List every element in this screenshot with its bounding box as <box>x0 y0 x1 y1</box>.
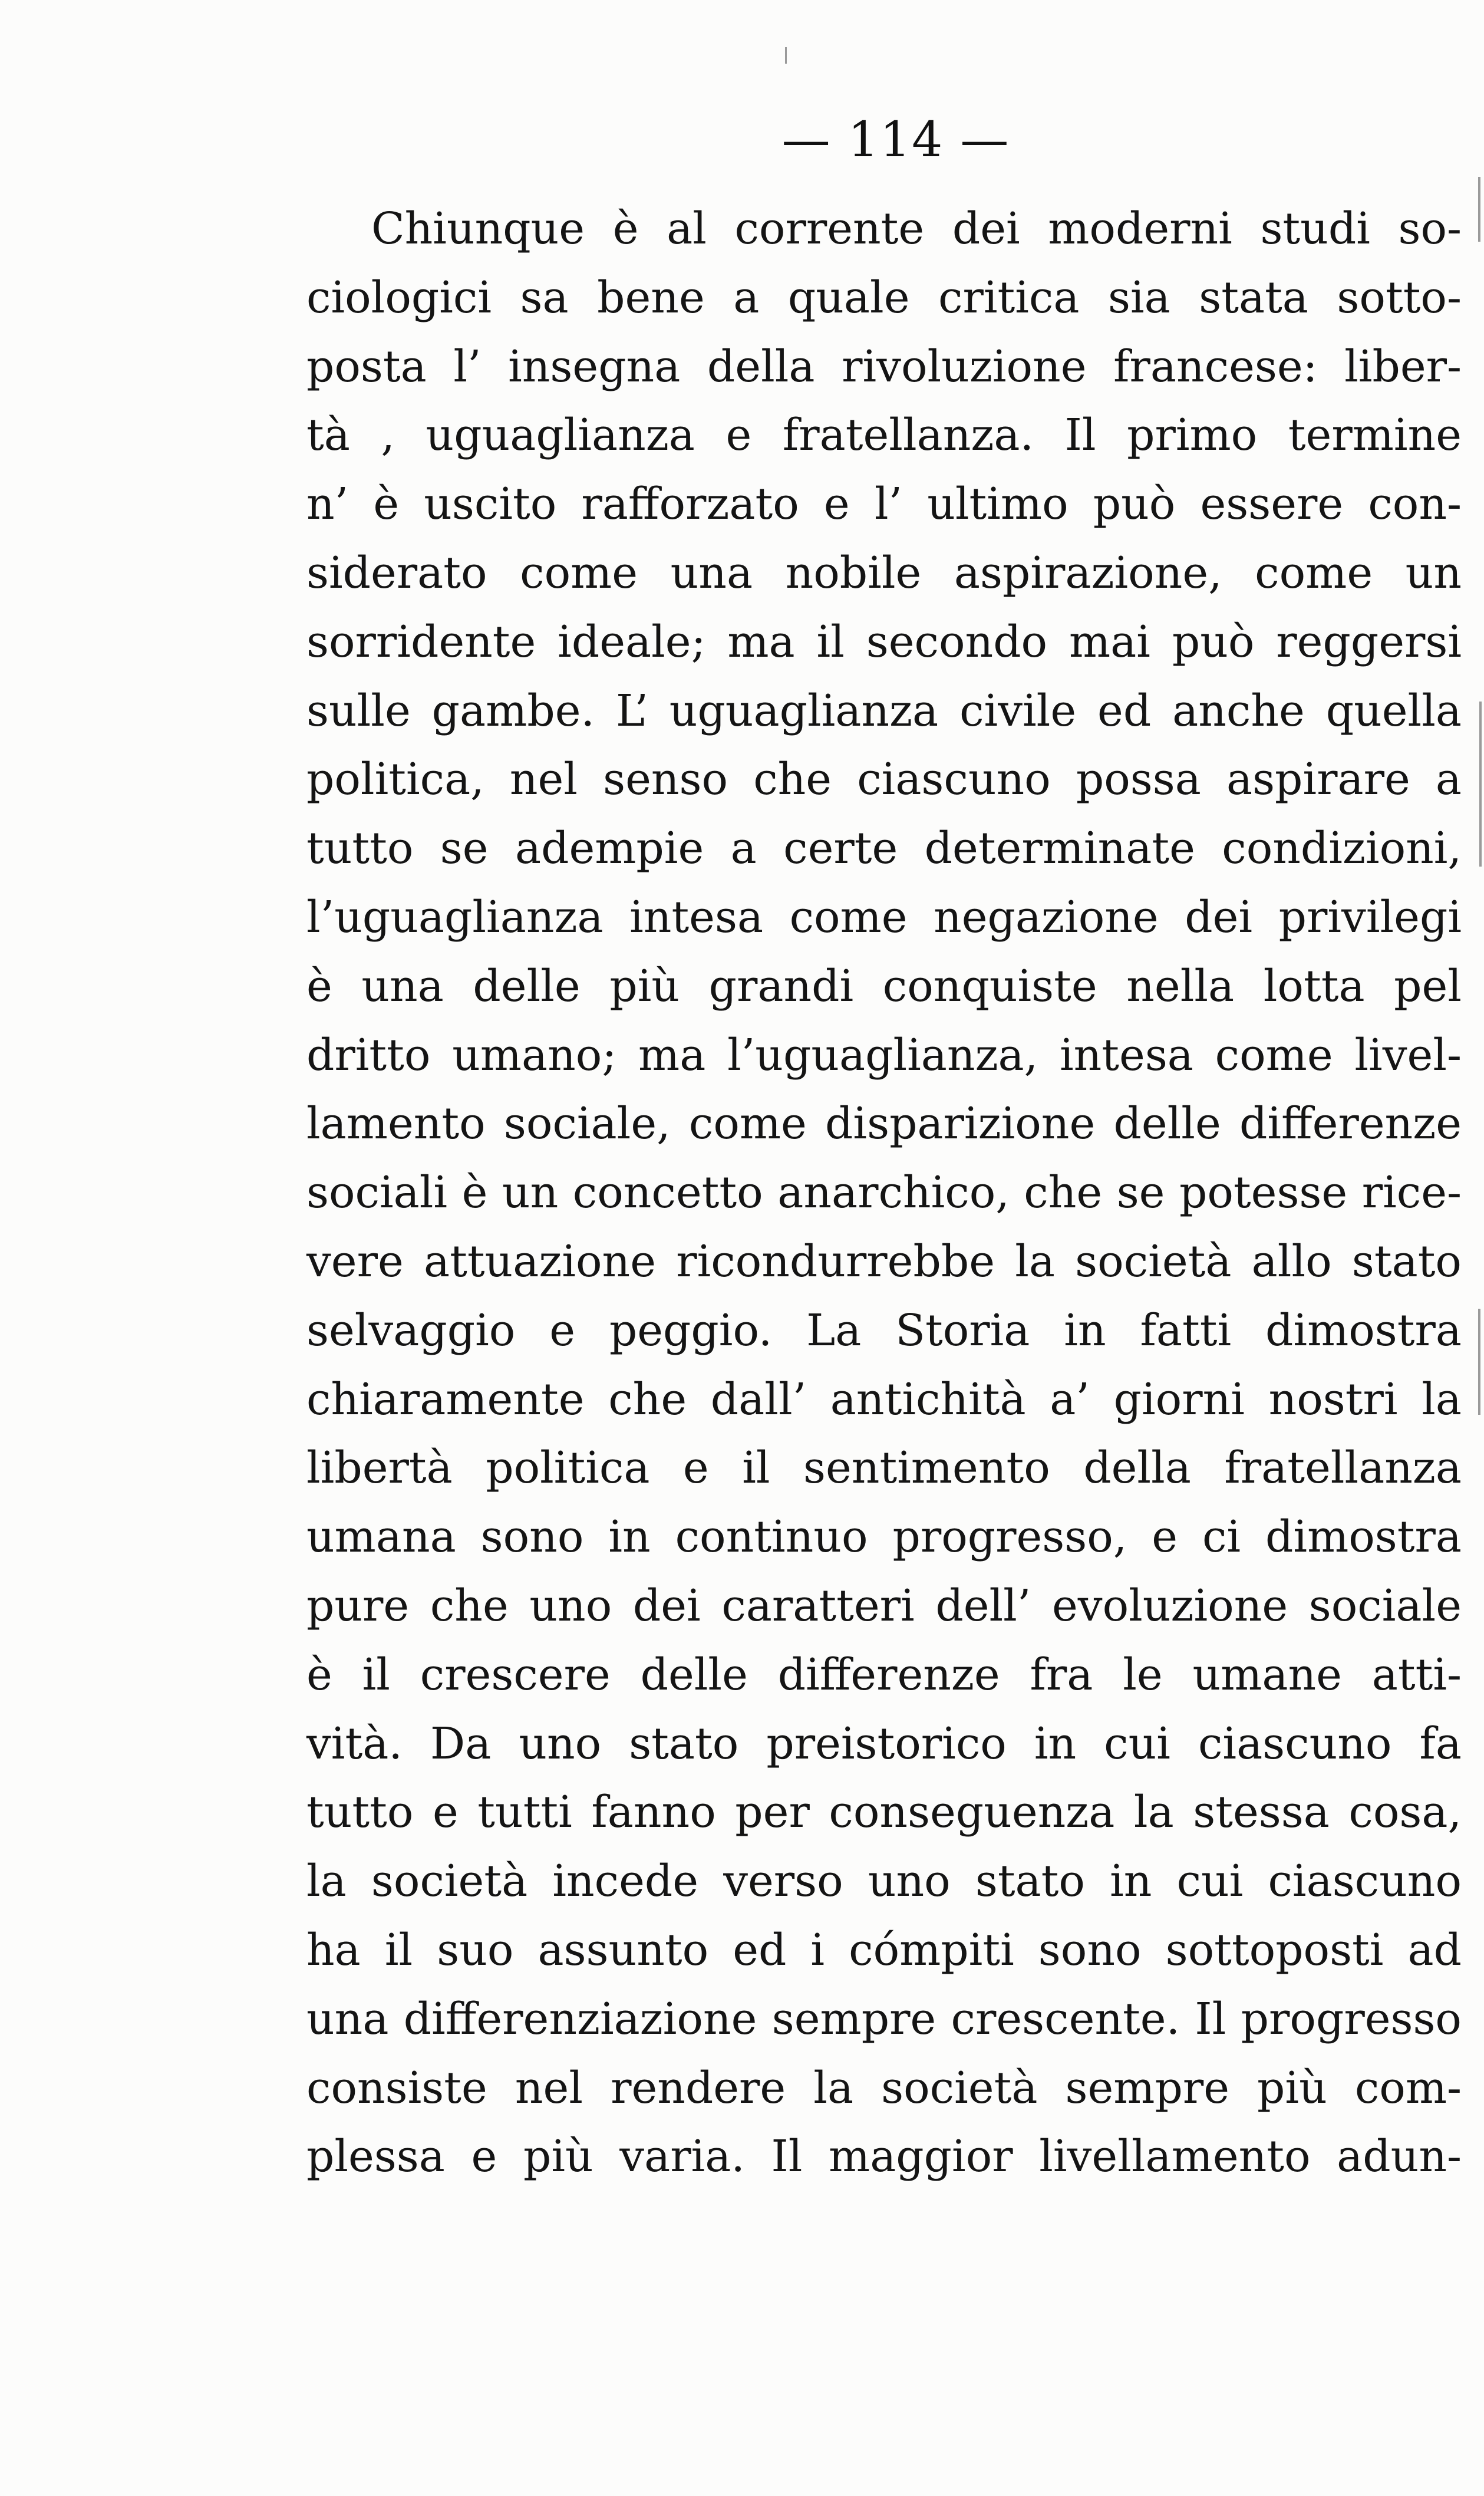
text-line: ha il suo assunto ed i cómpiti sono sottoposti ad <box>306 1924 1462 1975</box>
text-line: tutto e tutti fanno per conseguenza la stessa cosa, <box>306 1787 1462 1838</box>
text-line: n’ è uscito rafforzato e l’ ultimo può essere con- <box>306 479 1462 530</box>
text-line: politica, nel senso che ciascuno possa aspirare a <box>306 754 1462 805</box>
scan-mark <box>785 47 787 64</box>
page-number: — 114 — <box>781 112 1010 168</box>
scan-mark <box>1478 1309 1480 1415</box>
text-line: vere attuazione ricondurrebbe la società allo stato <box>306 1236 1462 1287</box>
text-line: posta l’ insegna della rivoluzione francese: liber- <box>306 341 1462 392</box>
text-line: sociali è un concetto anarchico, che se potesse rice- <box>306 1167 1462 1219</box>
text-line: una differenziazione sempre crescente. Il progresso <box>306 1993 1462 2044</box>
text-line: sulle gambe. L’ uguaglianza civile ed anche quella <box>306 685 1462 736</box>
text-line: sorridente ideale; ma il secondo mai può reggersi <box>306 616 1462 667</box>
text-line: lamento sociale, come disparizione delle differenze <box>306 1098 1462 1150</box>
text-line: tutto se adempie a certe determinate condizioni, <box>306 823 1462 874</box>
text-line: chiaramente che dall’ antichità a’ giorni nostri la <box>306 1374 1462 1425</box>
text-line: la società incede verso uno stato in cui ciascuno <box>306 1856 1462 1907</box>
text-line: è il crescere delle differenze fra le umane atti- <box>306 1649 1462 1700</box>
text-line: pure che uno dei caratteri dell’ evoluzione sociale <box>306 1580 1462 1631</box>
text-line: dritto umano; ma l’uguaglianza, intesa come livel- <box>306 1029 1462 1081</box>
scan-mark <box>1478 177 1480 242</box>
text-line: plessa e più varia. Il maggior livellamento adun- <box>306 2131 1462 2182</box>
text-line: consiste nel rendere la società sempre più com- <box>306 2062 1462 2113</box>
text-line: vità. Da uno stato preistorico in cui ciascuno fa <box>306 1718 1462 1769</box>
text-line: Chiunque è al corrente dei moderni studi so- <box>371 203 1462 254</box>
text-line: è una delle più grandi conquiste nella lotta pel <box>306 960 1462 1012</box>
text-line: umana sono in continuo progresso, e ci dimostra <box>306 1512 1462 1563</box>
text-line: libertà politica e il sentimento della fratellanza <box>306 1443 1462 1494</box>
body-text <box>306 195 1462 2191</box>
scan-mark <box>1479 702 1482 867</box>
text-line: ciologici sa bene a quale critica sia stata sotto- <box>306 272 1462 323</box>
text-line: l’uguaglianza intesa come negazione dei privilegi <box>306 891 1462 943</box>
text-line: selvaggio e peggio. La Storia in fatti dimostra <box>306 1305 1462 1356</box>
text-line: tà , uguaglianza e fratellanza. Il primo termine <box>306 410 1462 461</box>
text-line: siderato come una nobile aspirazione, come un <box>306 547 1462 598</box>
